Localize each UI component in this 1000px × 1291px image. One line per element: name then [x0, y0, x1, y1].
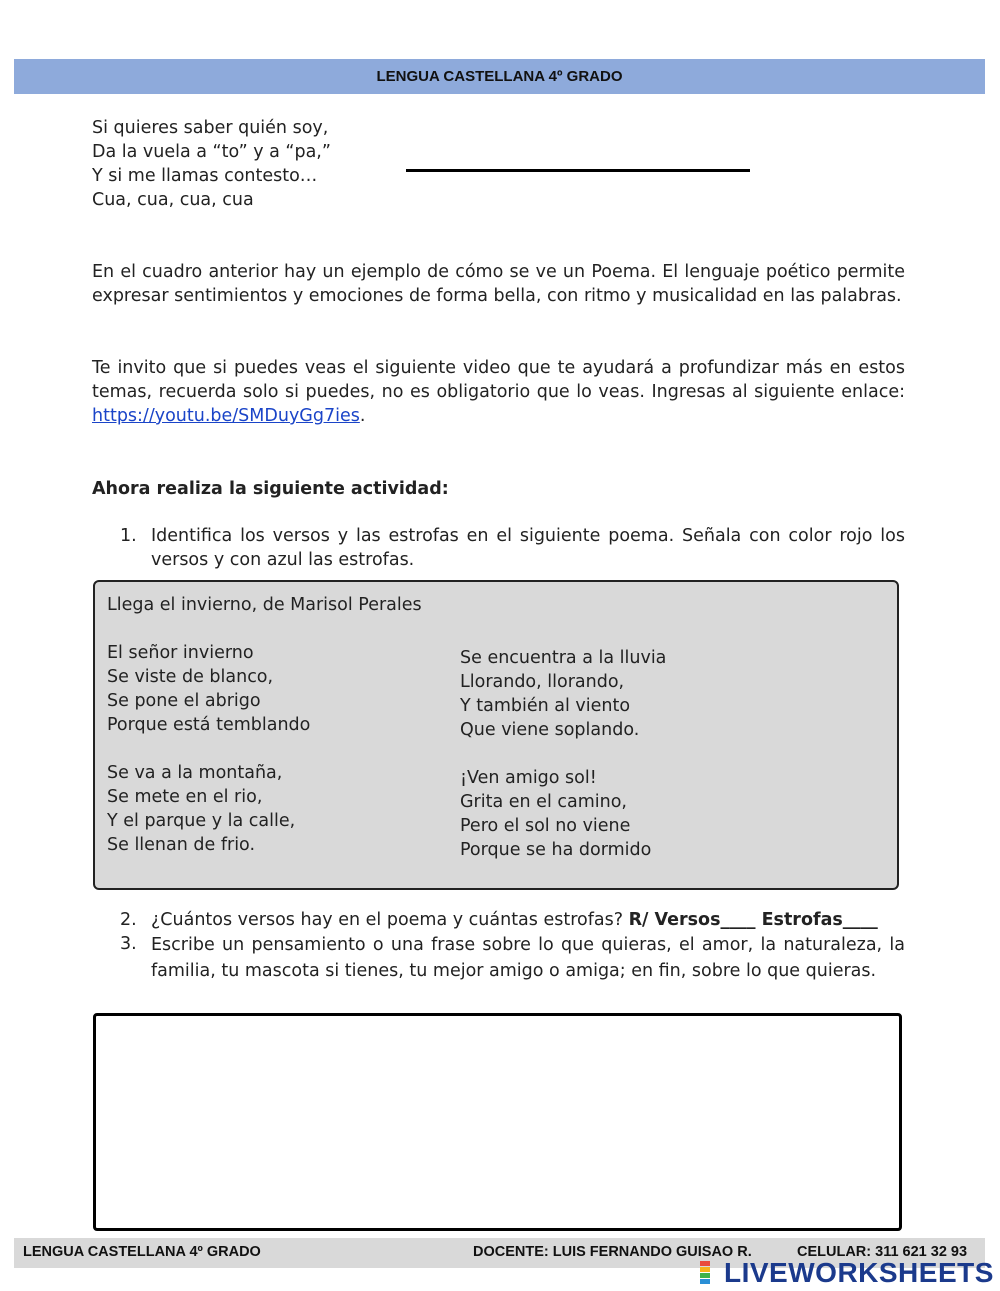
- poem-verse[interactable]: Grita en el camino,: [460, 792, 627, 812]
- riddle-poem: [92, 116, 331, 212]
- poem-verse[interactable]: Se encuentra a la lluvia: [460, 648, 667, 668]
- intro-paragraph-2-text: Te invito que si puedes veas el siguiente video que te ayudará a profundizar más en estos temas, recuerda solo si puedes, no es obligatorio que lo veas. Ingresas al siguiente enlace:: [92, 358, 905, 402]
- riddle-line: Si quieres saber quién soy,: [92, 118, 329, 138]
- poem-verse[interactable]: Se va a la montaña,: [107, 763, 283, 783]
- page-header-bar: LENGUA CASTELLANA 4º GRADO: [14, 59, 985, 94]
- poem-verse[interactable]: Que viene soplando.: [460, 720, 640, 740]
- poem-stanza-1[interactable]: [107, 641, 310, 737]
- poem-stanza-3[interactable]: [460, 646, 666, 742]
- poem-verse[interactable]: Se pone el abrigo: [107, 691, 261, 711]
- poem-verse[interactable]: Pero el sol no viene: [460, 816, 631, 836]
- poem-verse[interactable]: Se viste de blanco,: [107, 667, 274, 687]
- item-2-question: ¿Cuántos versos hay en el poema y cuántas estrofas?: [151, 910, 629, 930]
- poem-verse[interactable]: Se llenan de frio.: [107, 835, 256, 855]
- riddle-answer-line[interactable]: [406, 169, 750, 172]
- item-1-text: Identifica los versos y las estrofas en el siguiente poema. Señala con color rojo los versos y con azul las estrofas.: [151, 526, 905, 570]
- footer-subject: LENGUA CASTELLANA 4º GRADO: [23, 1244, 261, 1260]
- poem-verse[interactable]: Se mete en el rio,: [107, 787, 263, 807]
- poem-verse[interactable]: El señor invierno: [107, 643, 254, 663]
- poem-verse[interactable]: Y también al viento: [460, 696, 631, 716]
- poem-stanza-4[interactable]: [460, 766, 651, 862]
- item-3-number: 3.: [120, 934, 137, 954]
- writing-answer-box[interactable]: [93, 1013, 902, 1231]
- poem-stanza-2[interactable]: [107, 761, 295, 857]
- liveworksheets-wordmark: LIVEWORKSHEETS: [724, 1257, 994, 1288]
- footer-teacher: DOCENTE: LUIS FERNANDO GUISAO R.: [473, 1244, 752, 1260]
- poem-verse[interactable]: Y el parque y la calle,: [107, 811, 296, 831]
- liveworksheets-icon: [700, 1260, 722, 1286]
- poem-verse[interactable]: Porque se ha dormido: [460, 840, 652, 860]
- poem-verse[interactable]: Porque está temblando: [107, 715, 311, 735]
- intro-paragraph-2: [92, 356, 905, 428]
- item-3-text: Escribe un pensamiento o una frase sobre lo que quieras, el amor, la naturaleza, la familia, tu mascota si tienes, tu mejor amigo o amiga; en fin, sobre lo que quieras.: [151, 935, 905, 981]
- activity-heading: Ahora realiza la siguiente actividad:: [92, 479, 449, 499]
- intro-paragraph-2-end: .: [359, 406, 366, 426]
- poem-verse[interactable]: Llorando, llorando,: [460, 672, 625, 692]
- footer-phone: CELULAR: 311 621 32 93: [797, 1244, 968, 1260]
- riddle-line: Y si me llamas contesto…: [92, 166, 318, 186]
- riddle-line: Cua, cua, cua, cua: [92, 190, 254, 210]
- liveworksheets-logo: [700, 1258, 994, 1288]
- item-2-text: [151, 908, 905, 932]
- riddle-line: Da la vuela a “to” y a “pa,”: [92, 142, 331, 162]
- item-2-answer-blanks[interactable]: R/ Versos____ Estrofas____: [628, 910, 878, 930]
- item-2-number: 2.: [120, 910, 137, 930]
- intro-paragraph-1: En el cuadro anterior hay un ejemplo de cómo se ve un Poema. El lenguaje poético permite expresar sentimientos y emociones de forma bella, con ritmo y musicalidad en las palabras.: [92, 262, 905, 306]
- video-link[interactable]: https://youtu.be/SMDuyGg7ies: [92, 406, 360, 426]
- item-1-number: 1.: [120, 526, 137, 546]
- poem-verse[interactable]: ¡Ven amigo sol!: [460, 768, 597, 788]
- poem-title: Llega el invierno, de Marisol Perales: [107, 595, 422, 615]
